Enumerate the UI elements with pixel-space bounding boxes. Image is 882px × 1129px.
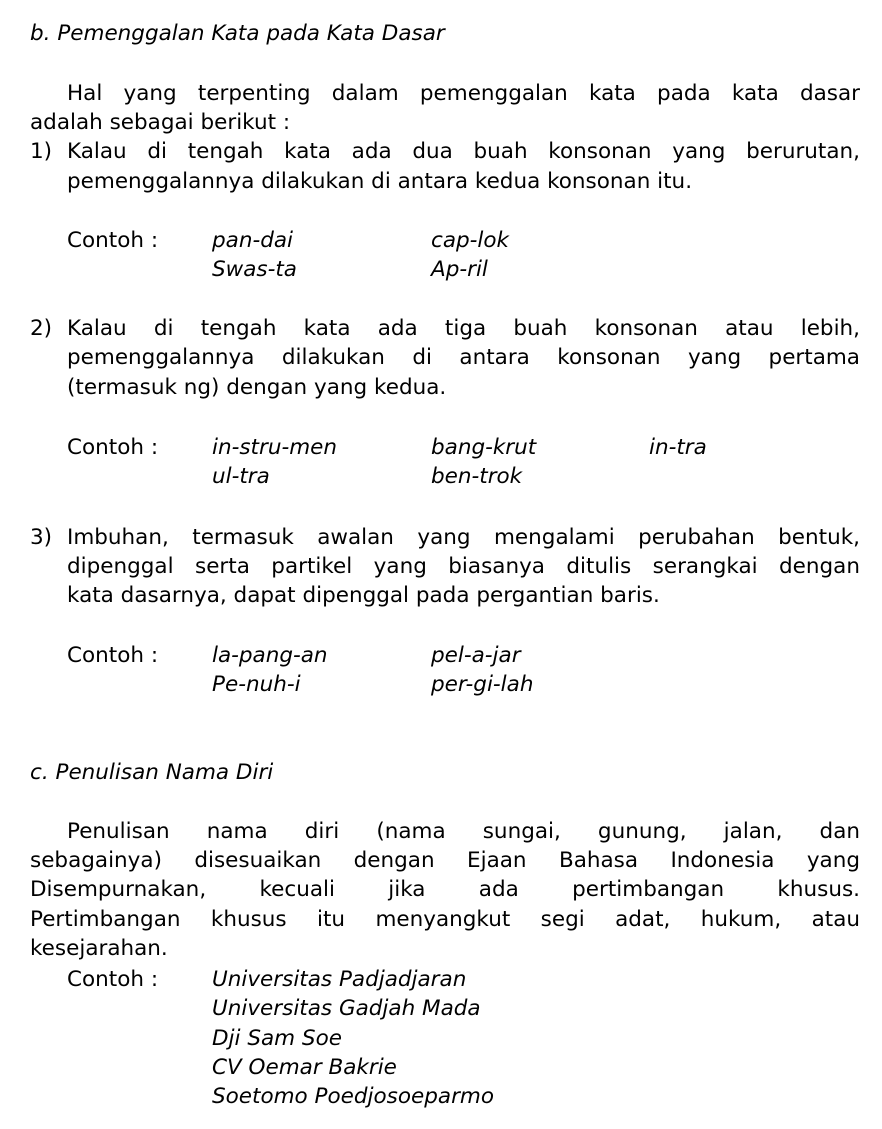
rule-number: 2): [30, 316, 53, 341]
contoh-label: Contoh :: [67, 228, 159, 253]
rule-text: dipenggal serta partikel yang biasanya ditulis serangkai dengan: [67, 554, 860, 579]
example: Ap-ril: [431, 257, 488, 282]
contoh-label: Contoh :: [67, 643, 159, 668]
para-line: Penulisan nama diri (nama sungai, gunung, jalan, dan: [67, 819, 860, 844]
rule-text: Kalau di tengah kata ada tiga buah konsonan atau lebih,: [67, 316, 860, 341]
example: Soetomo Poedjosoeparmo: [212, 1084, 495, 1109]
rule-text: (termasuk ng) dengan yang kedua.: [67, 375, 447, 400]
para-line: Pertimbangan khusus itu menyangkut segi adat, hukum, atau: [30, 907, 860, 932]
rule-text: Imbuhan, termasuk awalan yang mengalami perubahan bentuk,: [67, 525, 860, 550]
example: Universitas Padjadjaran: [212, 967, 467, 992]
example: per-gi-lah: [431, 672, 534, 697]
example: pel-a-jar: [431, 643, 521, 668]
para-line: Disempurnakan, kecuali jika ada pertimbangan khusus.: [30, 877, 860, 902]
example: in-tra: [649, 435, 707, 460]
example: ul-tra: [212, 464, 270, 489]
section-c-heading: c. Penulisan Nama Diri: [30, 760, 274, 785]
rule-number: 3): [30, 525, 53, 550]
rule-number: 1): [30, 139, 53, 164]
rule-text: pemenggalannya dilakukan di antara kedua konsonan itu.: [67, 169, 693, 194]
para-line: sebagainya) disesuaikan dengan Ejaan Bahasa Indonesia yang: [30, 848, 860, 873]
para-line: kesejarahan.: [30, 936, 168, 961]
example: pan-dai: [212, 228, 294, 253]
example: Pe-nuh-i: [212, 672, 301, 697]
rule-text: pemenggalannya dilakukan di antara konsonan yang pertama: [67, 345, 860, 370]
rule-text: Kalau di tengah kata ada dua buah konsonan yang berurutan,: [67, 139, 860, 164]
example: Swas-ta: [212, 257, 297, 282]
example: cap-lok: [431, 228, 509, 253]
example: in-stru-men: [212, 435, 338, 460]
example: Universitas Gadjah Mada: [212, 996, 481, 1021]
intro-line: Hal yang terpenting dalam pemenggalan kata pada kata dasar: [67, 81, 860, 106]
intro-line: adalah sebagai berikut :: [30, 110, 291, 135]
section-b-heading: b. Pemenggalan Kata pada Kata Dasar: [30, 21, 445, 46]
example: ben-trok: [431, 464, 523, 489]
example: CV Oemar Bakrie: [212, 1055, 397, 1080]
example: la-pang-an: [212, 643, 328, 668]
contoh-label: Contoh :: [67, 967, 159, 992]
contoh-label: Contoh :: [67, 435, 159, 460]
example: bang-krut: [431, 435, 537, 460]
example: Dji Sam Soe: [212, 1026, 342, 1051]
rule-text: kata dasarnya, dapat dipenggal pada pergantian baris.: [67, 583, 660, 608]
